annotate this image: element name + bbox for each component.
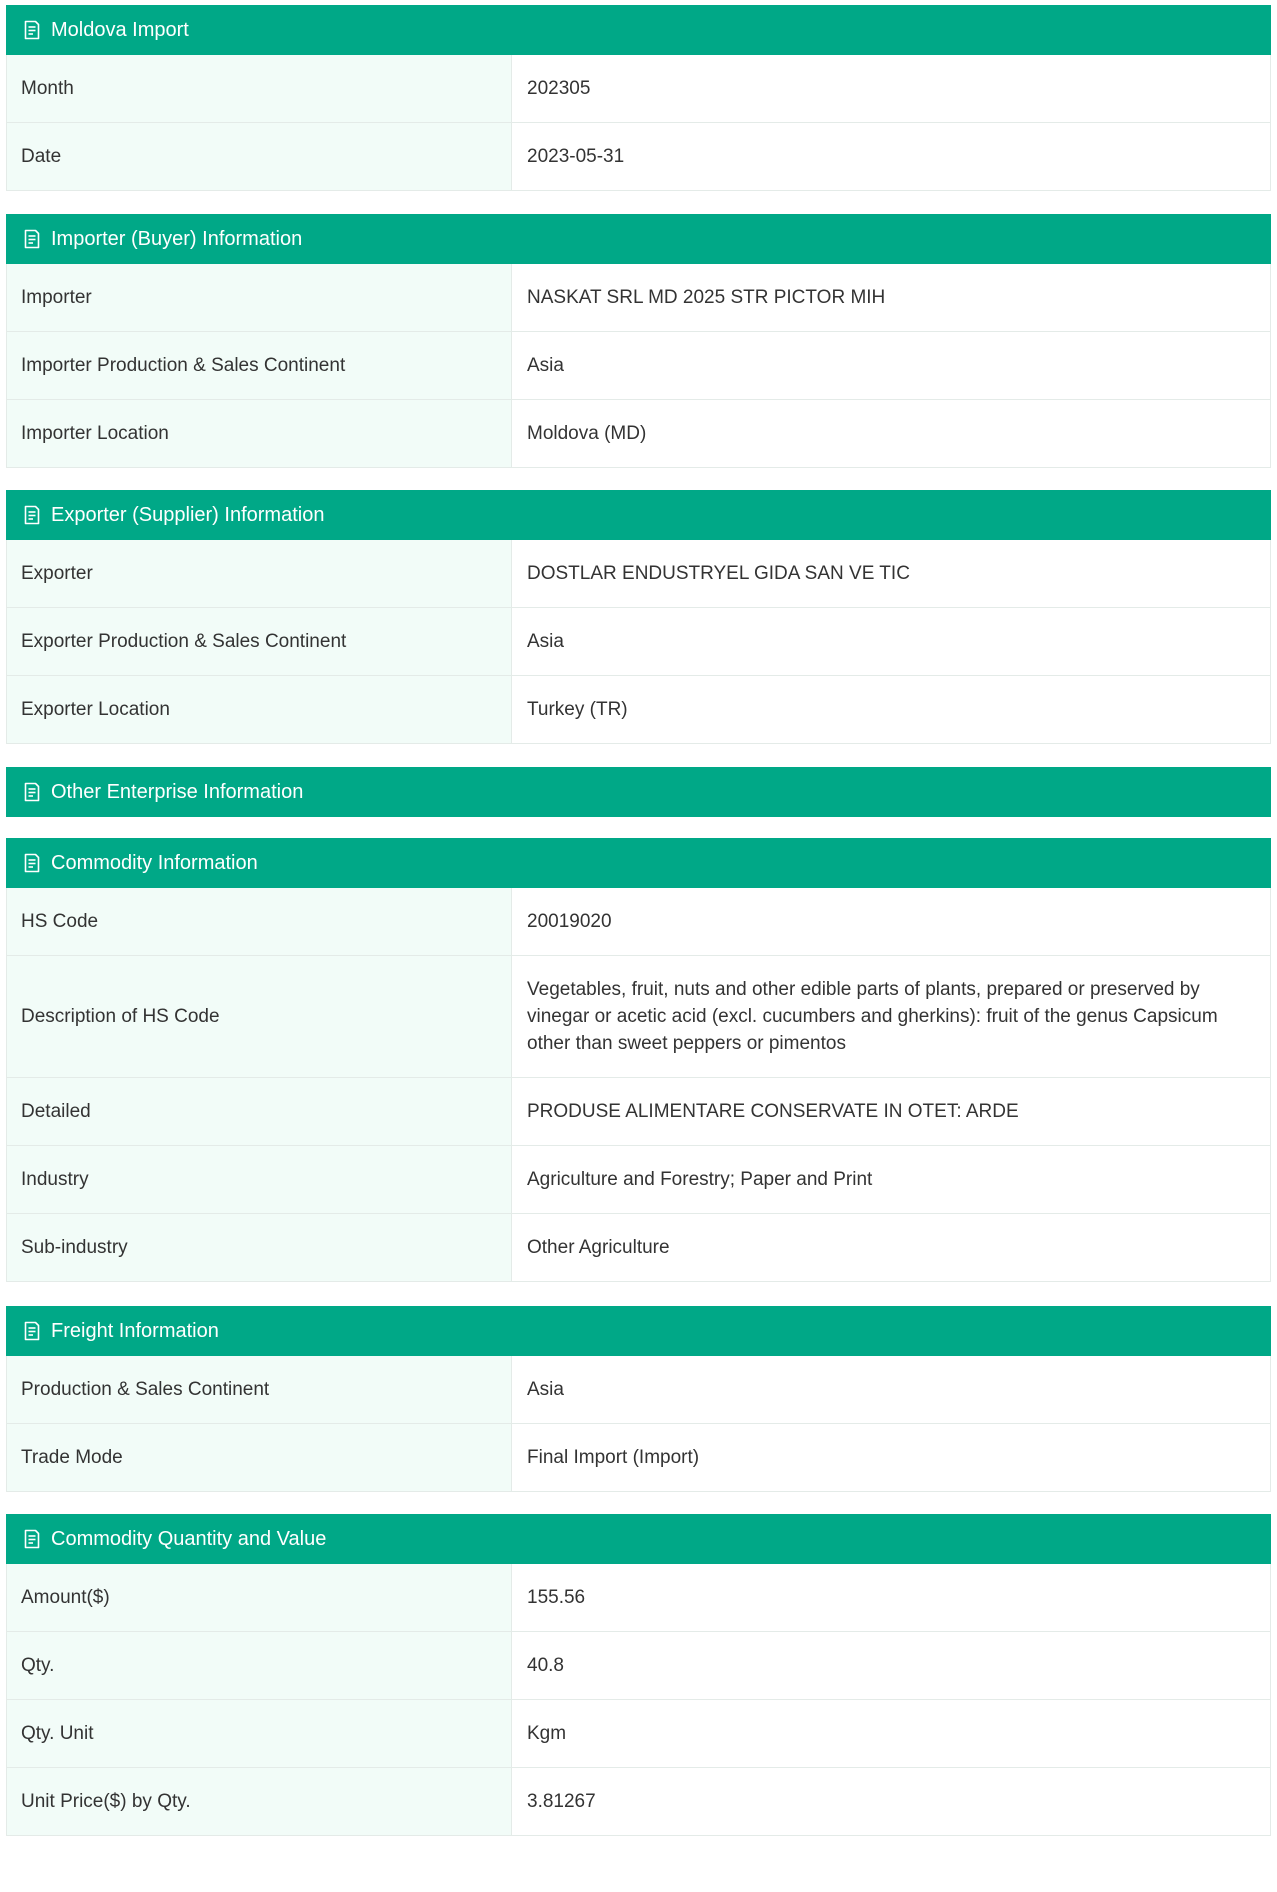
info-row-exporter-continent <box>6 608 1271 676</box>
info-row-hs-code <box>6 888 1271 956</box>
row-label: HS Code <box>7 888 512 955</box>
section-title: Importer (Buyer) Information <box>51 227 303 250</box>
row-label: Qty. Unit <box>7 1700 512 1767</box>
section-freight <box>6 1306 1271 1492</box>
row-label: Importer Production & Sales Continent <box>7 332 512 399</box>
info-row-sub-industry <box>6 1214 1271 1282</box>
section-commodity <box>6 838 1271 1282</box>
section-quantity-value <box>6 1514 1271 1836</box>
document-icon <box>21 780 43 804</box>
info-row-exporter-location <box>6 676 1271 744</box>
row-value: Turkey (TR) <box>512 676 1270 743</box>
section-header <box>6 838 1271 888</box>
row-value: Agriculture and Forestry; Paper and Print <box>512 1146 1270 1213</box>
row-value: Moldova (MD) <box>512 400 1270 467</box>
section-other-enterprise <box>6 767 1271 817</box>
row-label: Unit Price($) by Qty. <box>7 1768 512 1835</box>
row-value: 40.8 <box>512 1632 1270 1699</box>
info-row-qty-unit <box>6 1700 1271 1768</box>
row-value: Asia <box>512 332 1270 399</box>
row-value: PRODUSE ALIMENTARE CONSERVATE IN OTET: ARDE <box>512 1078 1270 1145</box>
row-label: Exporter Location <box>7 676 512 743</box>
info-row-industry <box>6 1146 1271 1214</box>
section-header <box>6 214 1271 264</box>
section-title: Other Enterprise Information <box>51 780 304 803</box>
row-label: Importer <box>7 264 512 331</box>
row-label: Importer Location <box>7 400 512 467</box>
row-value: 202305 <box>512 55 1270 122</box>
row-label: Detailed <box>7 1078 512 1145</box>
row-label: Month <box>7 55 512 122</box>
document-icon <box>21 227 43 251</box>
row-label: Sub-industry <box>7 1214 512 1281</box>
row-value: Asia <box>512 1356 1270 1423</box>
row-label: Industry <box>7 1146 512 1213</box>
section-title: Commodity Information <box>51 851 258 874</box>
document-icon <box>21 1527 43 1551</box>
section-header <box>6 1514 1271 1564</box>
info-row-hs-description <box>6 956 1271 1078</box>
info-row-importer <box>6 264 1271 332</box>
section-title: Commodity Quantity and Value <box>51 1527 327 1550</box>
info-row-importer-continent <box>6 332 1271 400</box>
section-importer <box>6 214 1271 468</box>
info-row-importer-location <box>6 400 1271 468</box>
section-header <box>6 767 1271 817</box>
row-label: Exporter Production & Sales Continent <box>7 608 512 675</box>
section-title: Freight Information <box>51 1319 219 1342</box>
section-title: Moldova Import <box>51 18 189 41</box>
section-header <box>6 5 1271 55</box>
section-header <box>6 490 1271 540</box>
document-icon <box>21 851 43 875</box>
row-value: Final Import (Import) <box>512 1424 1270 1491</box>
section-header <box>6 1306 1271 1356</box>
row-value: 3.81267 <box>512 1768 1270 1835</box>
row-value: Kgm <box>512 1700 1270 1767</box>
info-row-trade-mode <box>6 1424 1271 1492</box>
info-row-exporter <box>6 540 1271 608</box>
row-value: Other Agriculture <box>512 1214 1270 1281</box>
row-value: 155.56 <box>512 1564 1270 1631</box>
row-value: Vegetables, fruit, nuts and other edible parts of plants, prepared or preserved by vinegar or acetic acid (excl. cucumbers and gherkins): fruit of the genus Capsicum other than sweet peppers or pimentos <box>512 956 1270 1077</box>
row-label: Exporter <box>7 540 512 607</box>
document-icon <box>21 18 43 42</box>
info-row-qty <box>6 1632 1271 1700</box>
row-label: Trade Mode <box>7 1424 512 1491</box>
row-label: Date <box>7 123 512 190</box>
document-icon <box>21 503 43 527</box>
row-value: DOSTLAR ENDUSTRYEL GIDA SAN VE TIC <box>512 540 1270 607</box>
info-row-date <box>6 123 1271 191</box>
row-label: Qty. <box>7 1632 512 1699</box>
info-row-amount <box>6 1564 1271 1632</box>
info-row-unit-price <box>6 1768 1271 1836</box>
row-label: Production & Sales Continent <box>7 1356 512 1423</box>
section-exporter <box>6 490 1271 744</box>
section-title: Exporter (Supplier) Information <box>51 503 325 526</box>
row-value: NASKAT SRL MD 2025 STR PICTOR MIH <box>512 264 1270 331</box>
row-value: Asia <box>512 608 1270 675</box>
row-value: 2023-05-31 <box>512 123 1270 190</box>
document-icon <box>21 1319 43 1343</box>
row-value: 20019020 <box>512 888 1270 955</box>
section-moldova-import <box>6 5 1271 191</box>
info-row-continent <box>6 1356 1271 1424</box>
info-row-month <box>6 55 1271 123</box>
info-row-detailed <box>6 1078 1271 1146</box>
row-label: Amount($) <box>7 1564 512 1631</box>
row-label: Description of HS Code <box>7 956 512 1077</box>
